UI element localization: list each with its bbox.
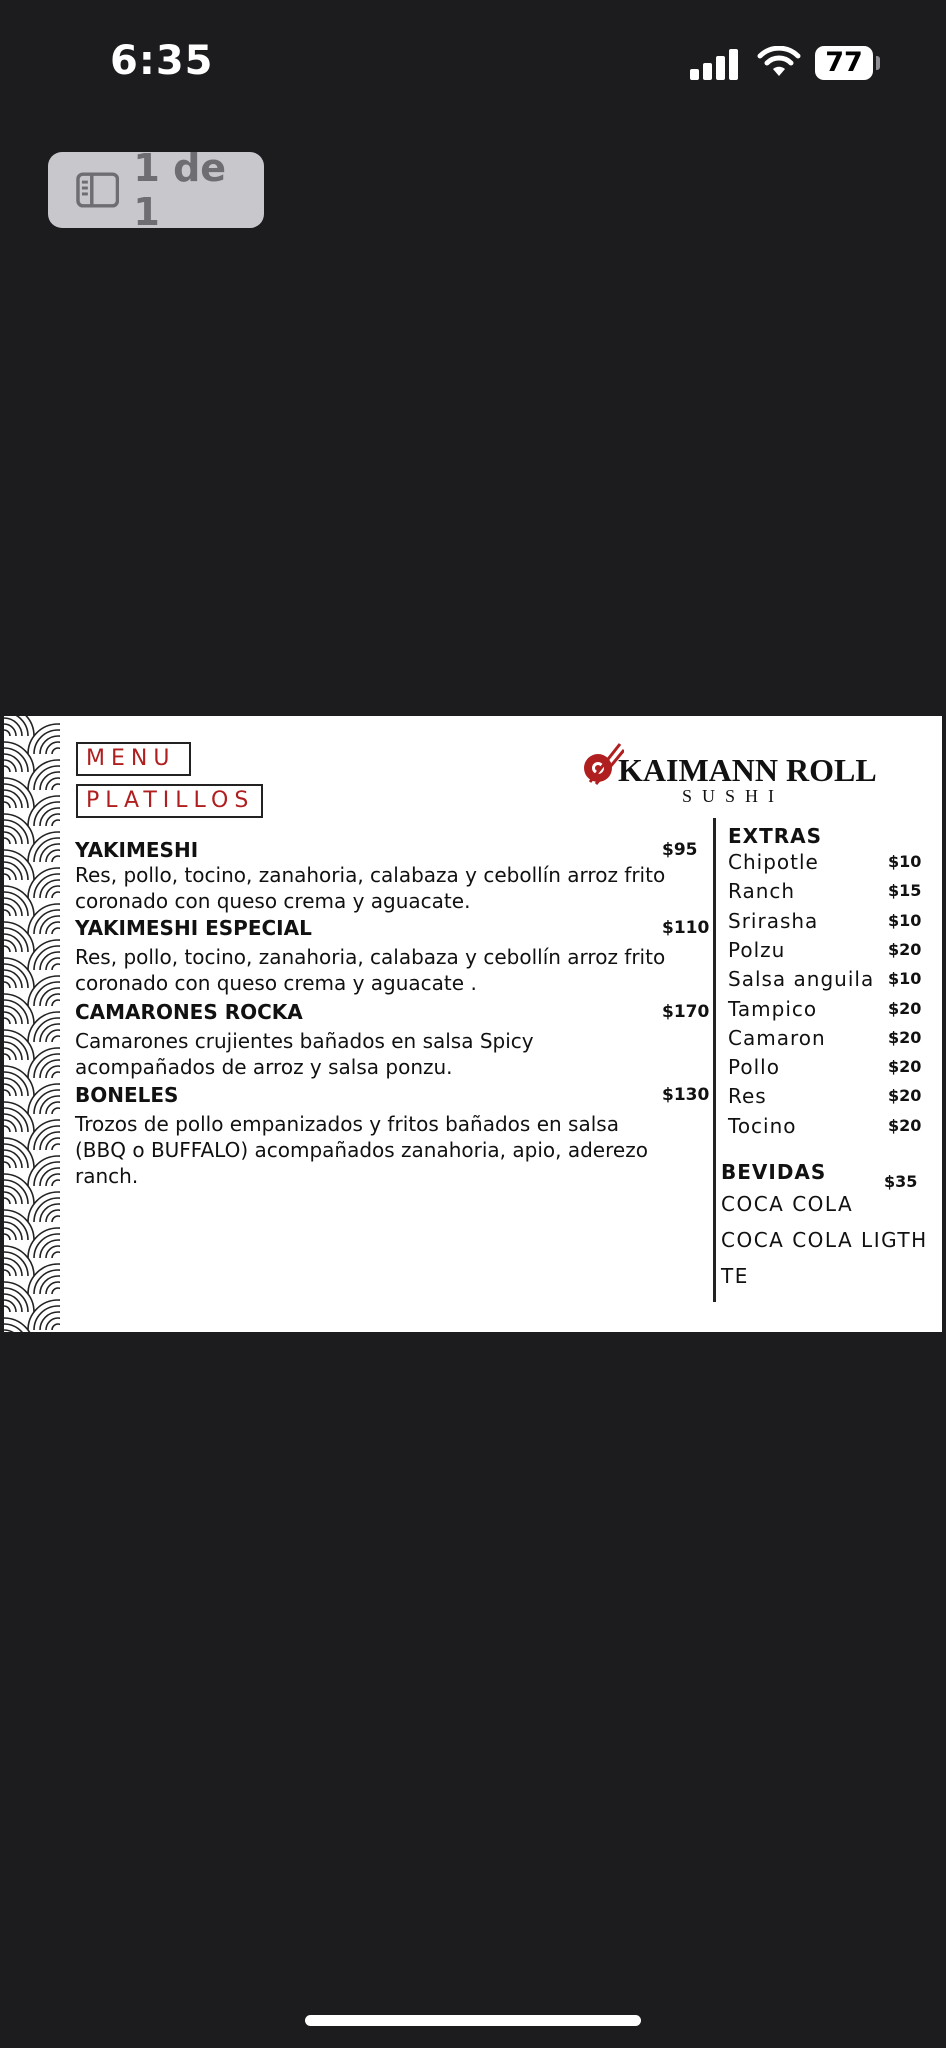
extra-item	[728, 1084, 928, 1113]
extra-name: Chipotle	[728, 850, 819, 874]
extra-item	[728, 909, 928, 938]
extra-price: $20	[888, 939, 922, 959]
extra-item	[728, 938, 928, 967]
brand-name: KAIMANN ROLL	[618, 752, 877, 788]
home-indicator[interactable]	[305, 2015, 641, 2026]
brand-logo	[580, 742, 880, 812]
extra-name: Pollo	[728, 1055, 780, 1080]
extra-price: $10	[888, 852, 922, 871]
extra-item	[728, 1055, 928, 1084]
dish-item	[75, 1083, 715, 1189]
dish-item	[75, 838, 715, 914]
extra-item	[728, 879, 928, 908]
extra-price: $10	[888, 969, 922, 989]
extra-name: Tocino	[728, 1113, 797, 1138]
extra-price: $20	[888, 1027, 922, 1047]
wifi-icon	[757, 46, 801, 78]
wave-pattern-decoration	[4, 716, 60, 1332]
drink-item: TE	[721, 1264, 749, 1288]
page-indicator-label: 1 de 1	[133, 146, 227, 234]
dish-name: YAKIMESHI ESPECIAL	[75, 916, 312, 940]
dish-price: $95	[662, 840, 698, 860]
bevidas-title: BEVIDAS	[721, 1160, 827, 1184]
extra-price: $20	[888, 998, 922, 1018]
cellular-signal-icon	[690, 46, 740, 80]
menu-document[interactable]	[4, 716, 942, 1332]
platillos-tag: PLATILLOS	[76, 784, 263, 818]
extra-name: Polzu	[728, 937, 786, 962]
extra-item	[728, 1026, 928, 1055]
extras-title: EXTRAS	[728, 824, 823, 848]
extra-name: Srirasha	[728, 908, 819, 933]
extra-price: $15	[888, 881, 922, 901]
extra-name: Res	[728, 1084, 767, 1109]
extra-name: Ranch	[728, 879, 796, 904]
dish-price: $110	[662, 918, 710, 938]
brand-subtitle: SUSHI	[682, 786, 785, 806]
extra-item	[728, 967, 928, 996]
battery-tip	[876, 56, 880, 70]
extra-price: $20	[888, 1086, 922, 1106]
sidebar-document-icon	[76, 172, 119, 208]
dish-item	[75, 916, 715, 996]
extra-name: Tampico	[728, 996, 818, 1021]
extra-price: $10	[888, 910, 922, 930]
dish-price: $130	[662, 1085, 710, 1105]
extra-item	[728, 850, 928, 879]
column-divider	[713, 818, 716, 1302]
extra-price: $20	[888, 1057, 922, 1077]
status-time: 6:35	[110, 38, 214, 84]
extra-name: Camaron	[728, 1025, 826, 1050]
extra-item	[728, 1114, 928, 1143]
dish-name: BONELES	[75, 1083, 179, 1107]
drink-item: COCA COLA LIGTH	[721, 1228, 928, 1252]
battery-icon: 77	[815, 46, 873, 80]
drink-item: COCA COLA	[721, 1192, 854, 1216]
page-indicator-button[interactable]	[48, 146, 264, 234]
menu-tag: MENU	[76, 742, 191, 776]
extra-item	[728, 997, 928, 1026]
bevidas-price: $35	[884, 1172, 918, 1191]
dish-name: CAMARONES ROCKA	[75, 1000, 303, 1024]
extra-price: $20	[888, 1115, 922, 1135]
dish-name: YAKIMESHI	[75, 838, 199, 862]
extra-name: Salsa anguila	[728, 967, 875, 992]
dish-item	[75, 1000, 715, 1080]
dish-description: Res, pollo, tocino, zanahoria, calabaza y cebollín arroz frito coronado con queso crema y aguacate.	[75, 863, 666, 913]
dish-description: Res, pollo, tocino, zanahoria, calabaza y cebollín arroz frito coronado con queso crema y aguacate .	[75, 945, 666, 995]
dish-description: Camarones crujientes bañados en salsa Spicy acompañados de arroz y salsa ponzu.	[75, 1029, 534, 1079]
dish-description: Trozos de pollo empanizados y fritos bañados en salsa (BBQ o BUFFALO) acompañados zanahoria, apio, aderezo ranch.	[75, 1112, 648, 1188]
dish-price: $170	[662, 1002, 710, 1022]
